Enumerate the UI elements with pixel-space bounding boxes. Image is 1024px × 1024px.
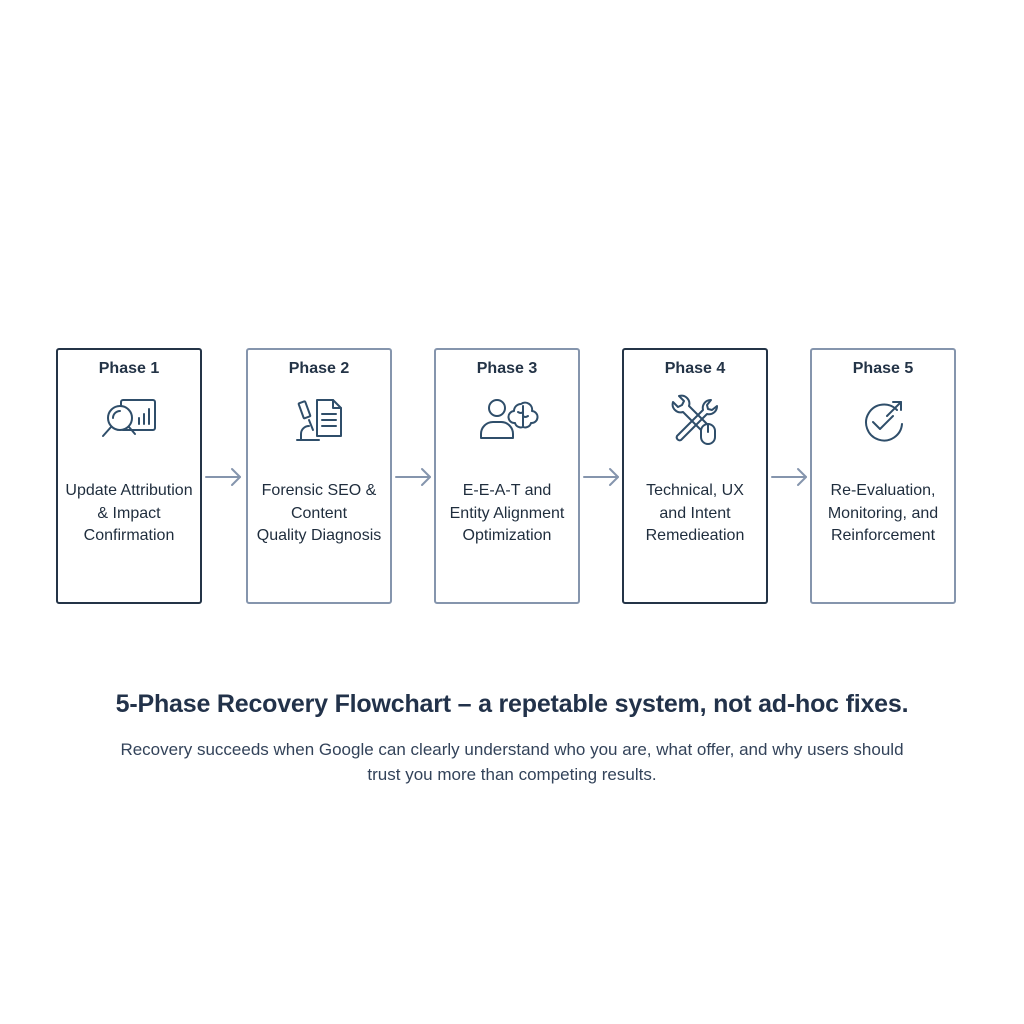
phase-title-line: E-E-A-T and bbox=[462, 482, 552, 499]
phase-title-line: Reinforcement bbox=[830, 527, 936, 544]
caption-subtext-line: trust you more than competing results. bbox=[367, 765, 657, 784]
phase-title-line: Content bbox=[290, 504, 348, 522]
phase-title-line: Confirmation bbox=[83, 527, 175, 544]
phase-title bbox=[60, 480, 198, 548]
caption-subtext-line: Recovery succeeds when Google can clearly understand who you are, what offer, and why users should bbox=[120, 740, 904, 759]
phase-title-line: Technical, UX bbox=[646, 482, 744, 499]
phase-title-line: and Intent bbox=[659, 504, 731, 522]
phase-title bbox=[626, 480, 764, 548]
phase-label: Phase 5 bbox=[852, 360, 914, 377]
arrow-right-icon bbox=[770, 466, 810, 488]
phase-title bbox=[250, 480, 388, 548]
phase-label: Phase 2 bbox=[288, 360, 350, 377]
person-brain-icon bbox=[477, 394, 539, 450]
phase-title-line: Update Attribution bbox=[65, 482, 193, 499]
phase-card-1 bbox=[56, 348, 202, 604]
arrow-right-icon bbox=[394, 466, 434, 488]
phase-title-line: & Impact bbox=[97, 504, 161, 522]
phase-title bbox=[438, 480, 576, 548]
phase-title-line: Optimization bbox=[462, 527, 552, 544]
phase-title-line: Monitoring, and bbox=[827, 504, 939, 522]
caption-headline: 5-Phase Recovery Flowchart – a repetable system, not ad-hoc fixes. bbox=[115, 690, 909, 718]
phase-label: Phase 4 bbox=[664, 360, 726, 377]
microscope-document-icon bbox=[289, 394, 351, 450]
phase-title-line: Remedieation bbox=[645, 527, 745, 544]
arrow-right-icon bbox=[204, 466, 244, 488]
phase-title-line: Entity Alignment bbox=[449, 504, 565, 522]
phase-label: Phase 3 bbox=[476, 360, 538, 377]
phase-card-5 bbox=[810, 348, 956, 604]
caption-subtext bbox=[100, 737, 924, 787]
phase-label: Phase 1 bbox=[98, 360, 160, 377]
search-analytics-icon bbox=[99, 394, 161, 450]
phase-card-2 bbox=[246, 348, 392, 604]
phase-title-line: Re-Evaluation, bbox=[830, 482, 936, 499]
check-cycle-icon bbox=[853, 394, 915, 450]
phase-card-3 bbox=[434, 348, 580, 604]
phase-title-line: Forensic SEO & bbox=[261, 482, 377, 499]
arrow-right-icon bbox=[582, 466, 622, 488]
phase-card-4 bbox=[622, 348, 768, 604]
phase-title-line: Quality Diagnosis bbox=[256, 527, 382, 544]
phase-title bbox=[814, 480, 952, 548]
tools-mouse-icon bbox=[665, 394, 727, 450]
